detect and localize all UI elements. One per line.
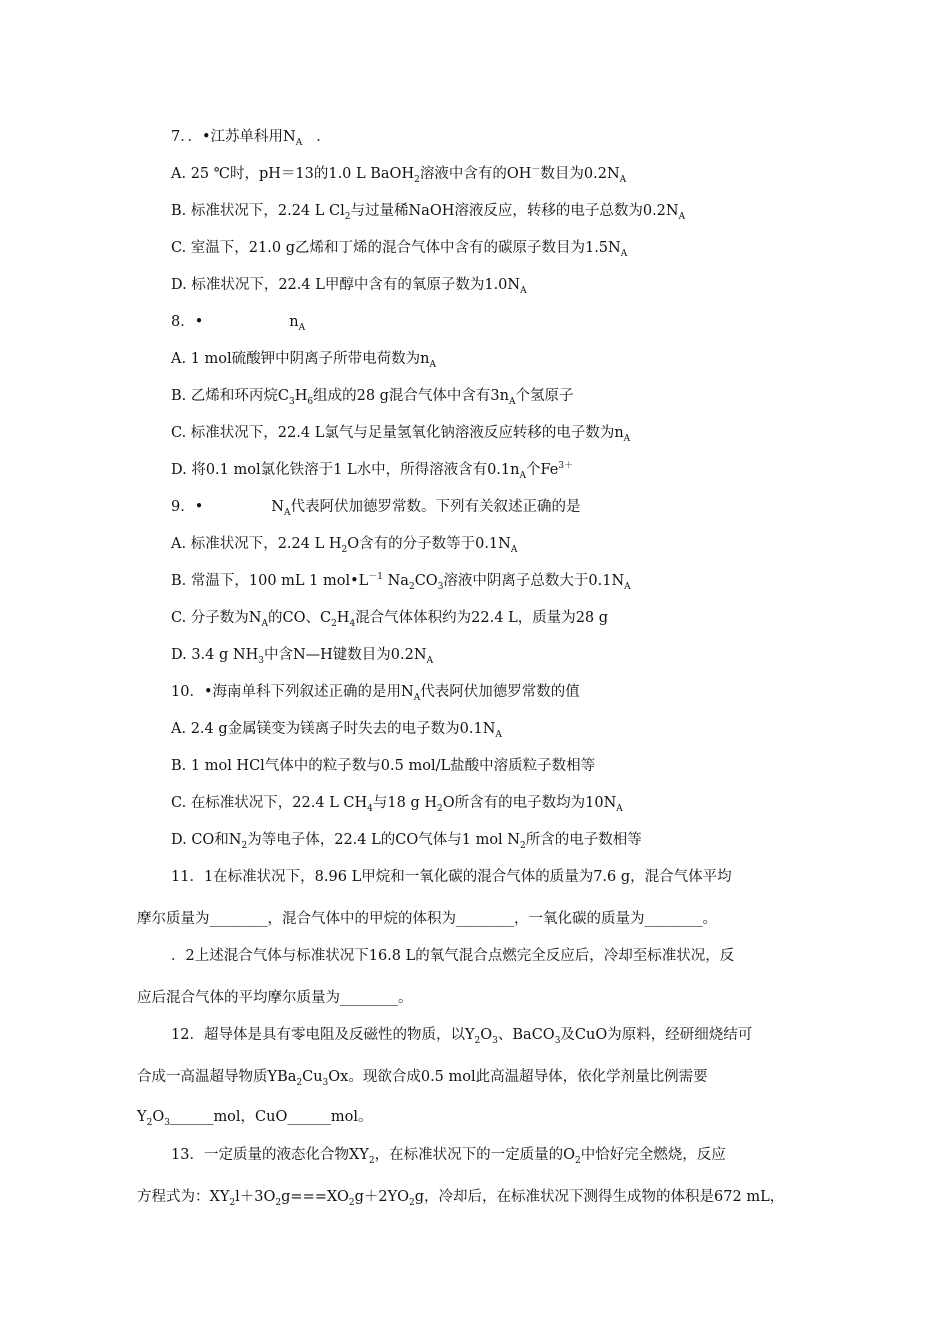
q11-line1: 11．1在标准状况下，8.96 L甲烷和一氧化碳的混合气体的质量为7.6 g，混合气体平均 [171, 869, 732, 885]
q10-stem: 10．•海南单科下列叙述正确的是用$N_A$代表阿伏加德罗常数的值 [171, 684, 580, 703]
q7-stem: 7．．•江苏单科用$N_A$ ． [171, 129, 331, 148]
q10-option-c: C. 在标准状况下，22.4 L $CH_4$与18 g $H_2O$所含有的电子数均为$10N_A$ [171, 795, 623, 814]
q9-option-a: A. 标准状况下，2.24 L $H_2O$含有的分子数等于$0.1N_A$ [171, 536, 518, 555]
q10-option-a: A. 2.4 g金属镁变为镁离子时失去的电子数为$0.1N_A$ [171, 721, 502, 740]
q7-option-d: D. 标准状况下，22.4 L甲醇中含有的氧原子数为$1.0N_A$ [171, 277, 527, 296]
q9-stem: 9．• $N_A$代表阿伏加德罗常数。下列有关叙述正确的是 [171, 499, 581, 518]
q7-option-b: B. 标准状况下，2.24 L $Cl_2$与过量稀NaOH溶液反应，转移的电子总数为$0.2N_A$ [171, 203, 686, 222]
q10-option-d: D. CO和$N_2$为等电子体，22.4 L的CO气体与1 mol $N_2$所含的电子数相等 [171, 832, 642, 851]
q11-line3: ．2上述混合气体与标准状况下16.8 L的氧气混合点燃完全反应后，冷却至标准状况，反 [171, 948, 735, 964]
q8-option-b: B. 乙烯和环丙烷$C_3H_6$组成的28 g混合气体中含有$3n_A$个氢原子 [171, 388, 574, 407]
q13-line1: 13．一定质量的液态化合物$XY_2$，在标准状况下的一定质量的$O_2$中恰好完全燃烧，反应 [171, 1147, 726, 1166]
q12-line2: 合成一高温超导物质$YBa_2Cu_3Ox$。现欲合成0.5 mol此高温超导体，依化学剂量比例需要 [137, 1069, 708, 1088]
q12-line1: 12．超导体是具有零电阻及反磁性的物质，以$Y_2O_3$、BaCO$_3$及CuO为原料，经研细烧结可 [171, 1027, 753, 1046]
q13-line2: 方程式为：$XY_2l+3O_2g===XO_2g+2YO_2g$，冷却后，在标准状况下测得生成物的体积是672 mL， [137, 1189, 785, 1208]
q7-option-a: A. 25 ℃时，pH＝13的1.0 L BaOH$_2$溶液中含有的OH－数目为$0.2N_A$ [171, 165, 627, 185]
q8-stem: 8．• $n_A$ [171, 314, 306, 333]
q12-line3: $Y_2O_3\_\_\_\_\_\_mol$，CuO______mol。 [137, 1109, 373, 1128]
q11-line4: 应后混合气体的平均摩尔质量为________。 [137, 990, 413, 1006]
q10-option-b: B. 1 mol HCl气体中的粒子数与0.5 mol/L盐酸中溶质粒子数相等 [171, 758, 596, 774]
q11-line2: 摩尔质量为________，混合气体中的甲烷的体积为________，一氧化碳的质量为________。 [137, 911, 717, 927]
q8-option-d: D. 将0.1 mol氯化铁溶于1 L水中，所得溶液含有$0.1n_A$个$Fe^{3+}$ [171, 461, 574, 481]
q8-option-a: A. 1 mol硫酸钾中阴离子所带电荷数为$n_A$ [171, 351, 436, 370]
q9-option-b: B. 常温下，100 mL 1 $mol•L^{-1}$ $Na_2CO_3$溶液中阴离子总数大于$0.1N_A$ [171, 572, 631, 592]
q9-option-d: D. 3.4 g $NH_3$中含N—H键数目为$0.2N_A$ [171, 647, 434, 666]
q7-option-c: C. 室温下，21.0 g乙烯和丁烯的混合气体中含有的碳原子数目为$1.5N_A$ [171, 240, 628, 259]
q8-option-c: C. 标准状况下，22.4 L氯气与足量氢氧化钠溶液反应转移的电子数为$n_A$ [171, 425, 631, 444]
q9-option-c: C. 分子数为$N_A$的CO、$C_2H_4$混合气体体积约为22.4 L，质量为28 g [171, 610, 609, 629]
